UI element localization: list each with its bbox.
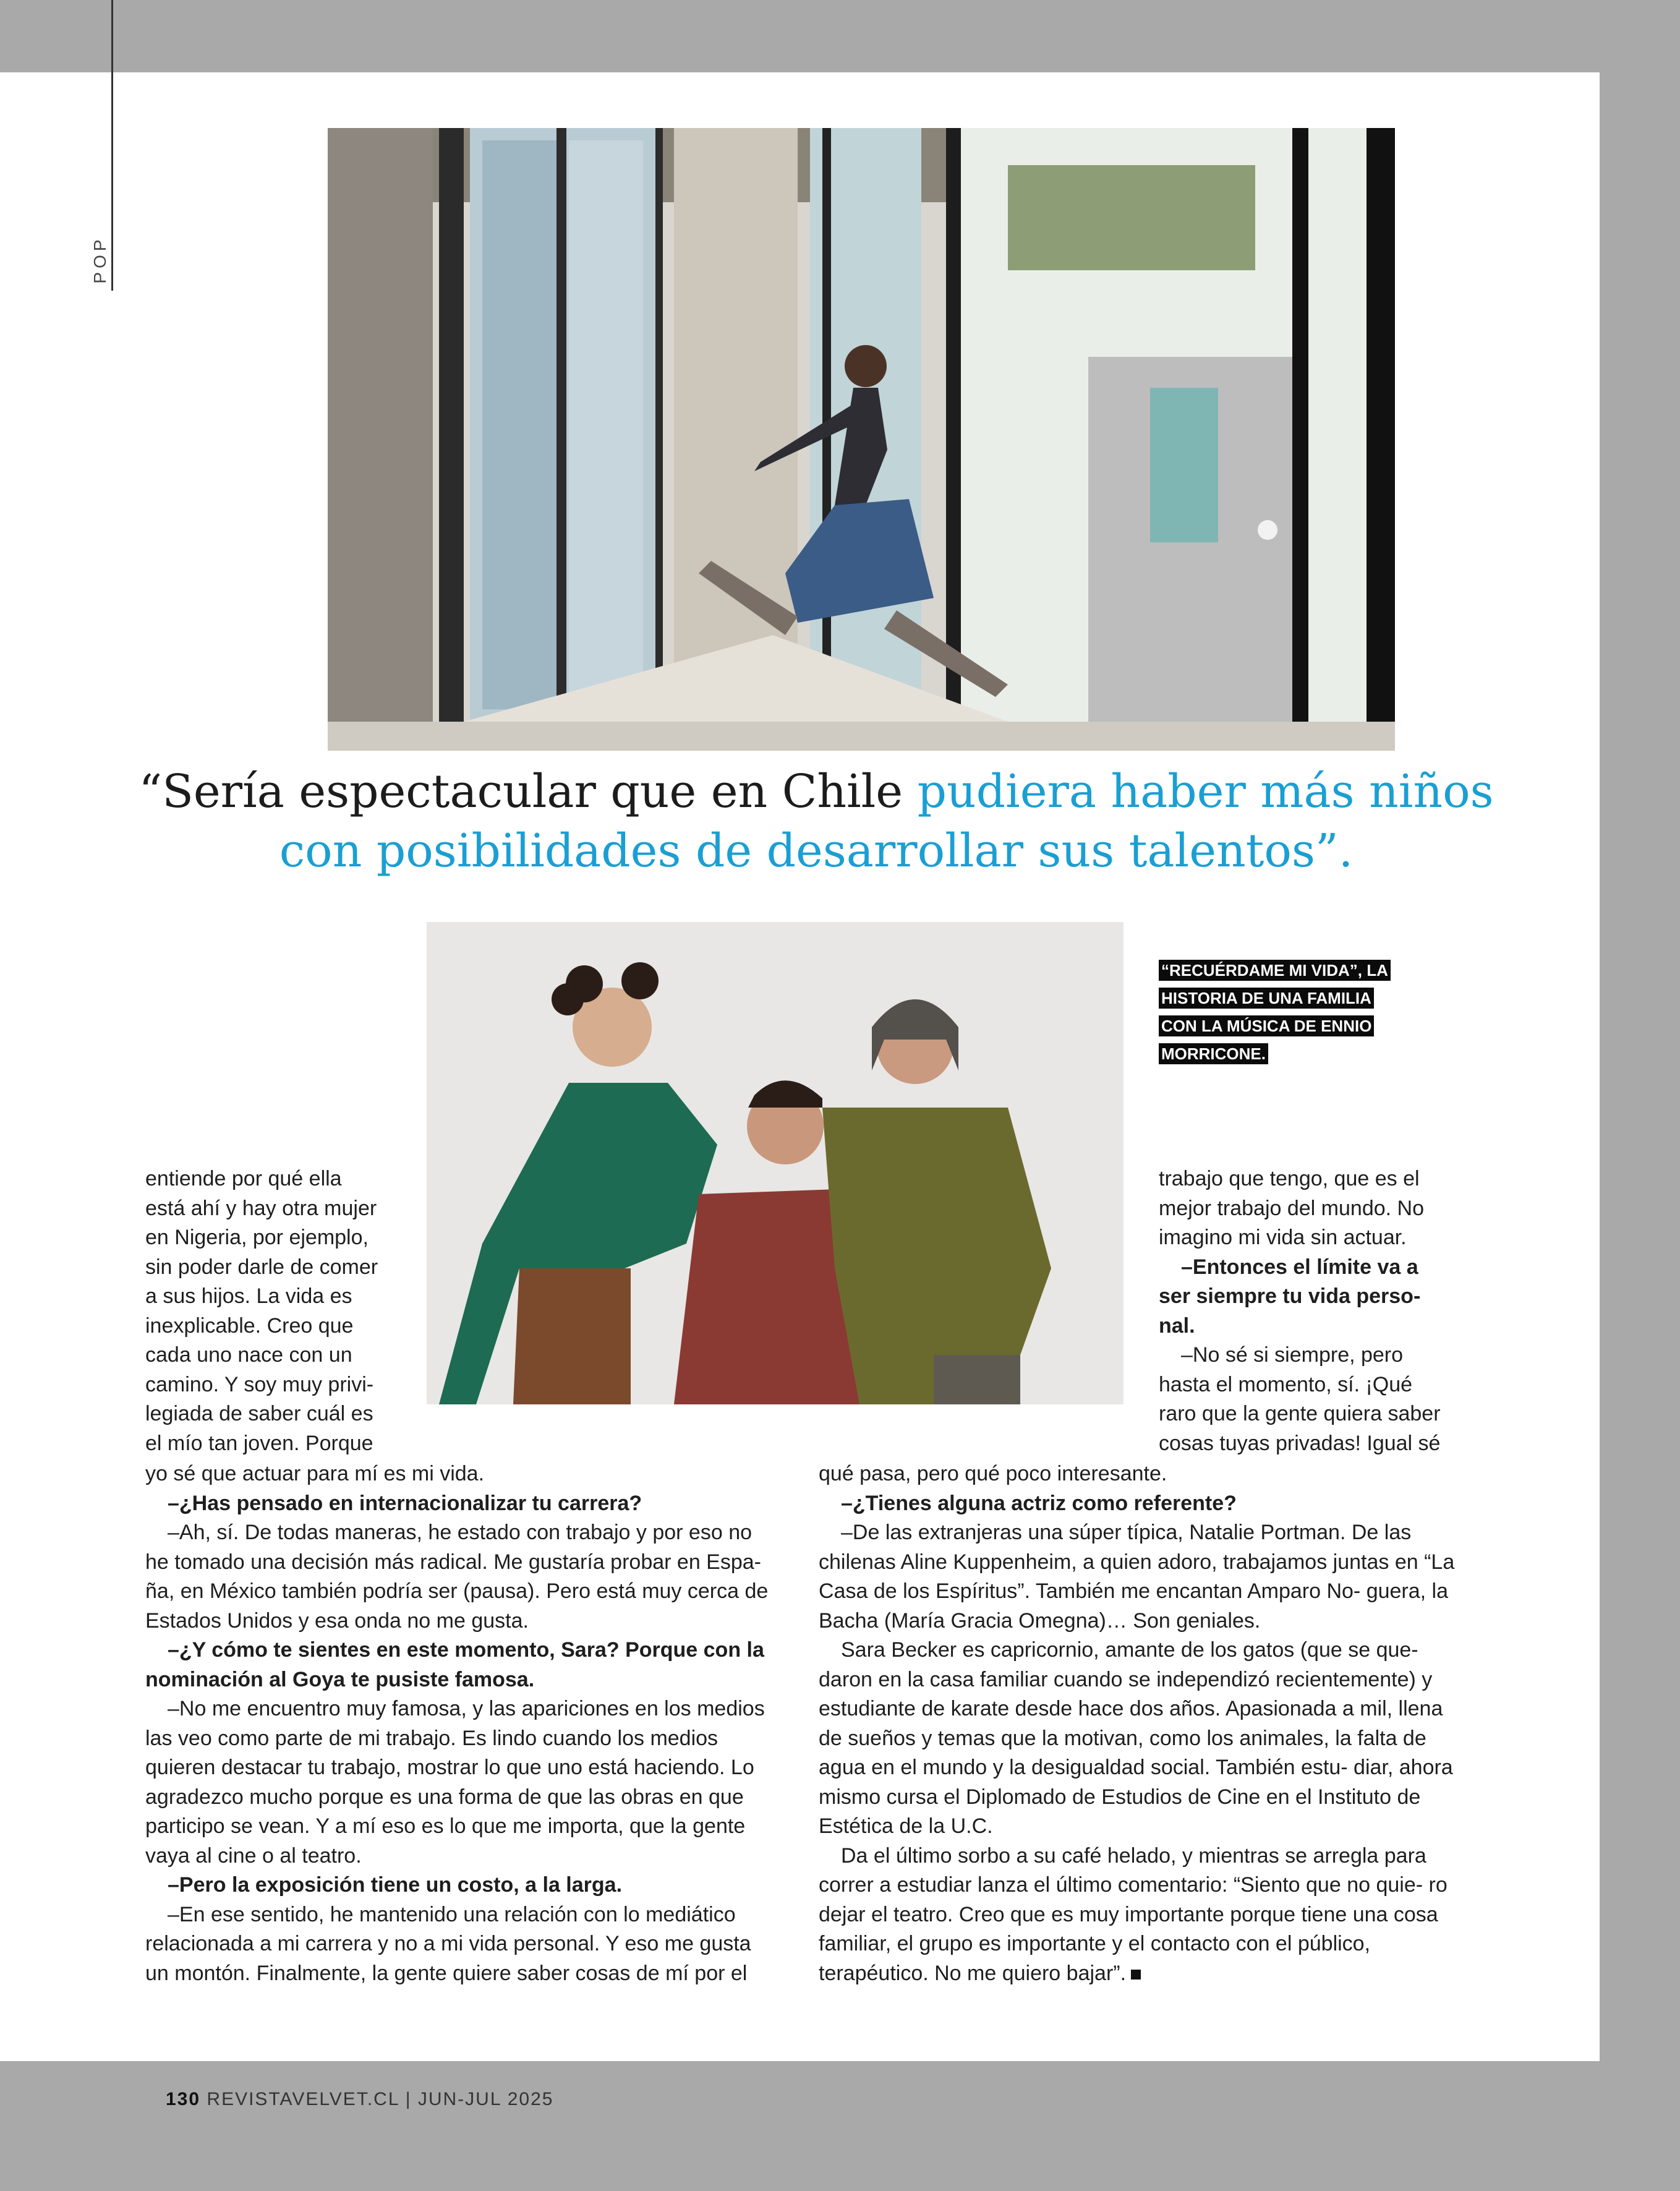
interview-question: –Pero la exposición tiene un costo, a la larga. bbox=[168, 1873, 623, 1897]
text-line: sin poder darle de comer bbox=[145, 1255, 378, 1279]
interview-answer: –En ese sentido, he mantenido una relación con lo mediático relacionada a mi carrera y no a mi vida personal. Y eso me gusta un montón. Finalmente, la gente quiere saber cosas de mí por el bbox=[145, 1902, 751, 1985]
body-text-wrap-right bbox=[1159, 1164, 1456, 1458]
text-line: hasta el momento, sí. ¡Qué bbox=[1159, 1372, 1413, 1396]
interview-question: –¿Y cómo te sientes en este momento, Sara? Porque con la nominación al Goya te pusiste famosa. bbox=[145, 1638, 764, 1691]
interview-question: –¿Has pensado en internacionalizar tu carrera? bbox=[168, 1491, 642, 1515]
text-line: entiende por qué ella bbox=[145, 1167, 342, 1190]
text-line: está ahí y hay otra mujer bbox=[145, 1196, 377, 1220]
paragraph-final bbox=[819, 1842, 1456, 1989]
caption-line: “RECUÉRDAME MI VIDA”, LA bbox=[1159, 960, 1391, 981]
text-line: raro que la gente quiera saber bbox=[1159, 1402, 1441, 1425]
text-line: a sus hijos. La vida es bbox=[145, 1284, 352, 1308]
section-label: POP bbox=[90, 236, 109, 284]
caption-line: CON LA MÚSICA DE ENNIO bbox=[1159, 1015, 1374, 1036]
caption-line: MORRICONE. bbox=[1159, 1043, 1268, 1064]
page-footer bbox=[166, 2089, 553, 2110]
text-line: en Nigeria, por ejemplo, bbox=[145, 1226, 369, 1249]
text-line: legiada de saber cuál es bbox=[145, 1402, 373, 1425]
dancer-photo bbox=[328, 128, 1395, 751]
paragraph: yo sé que actuar para mí es mi vida. bbox=[145, 1462, 485, 1485]
end-mark-icon bbox=[1131, 1970, 1141, 1980]
body-column-left bbox=[145, 1459, 779, 1988]
text-line: el mío tan joven. Porque bbox=[145, 1431, 373, 1455]
text-line: camino. Y soy muy privi- bbox=[145, 1372, 374, 1396]
publication-info: REVISTAVELVET.CL | JUN-JUL 2025 bbox=[207, 2089, 554, 2109]
interview-answer: –No me encuentro muy famosa, y las apariciones en los medios las veo como parte de mi trabajo. Es lindo cuando los medios quieren destacar tu trabajo, mostrar lo que uno está haciendo. Lo agradezco mucho porque es una forma de que las obras en que participo se vean. Y a mí eso es lo que me importa, que la gente vaya al cine o al teatro. bbox=[145, 1697, 765, 1868]
paragraph: qué pasa, pero qué poco interesante. bbox=[819, 1462, 1167, 1485]
interview-question: –Entonces el límite va a ser siempre tu vida perso- nal. bbox=[1159, 1255, 1421, 1338]
text-line: mejor trabajo del mundo. No bbox=[1159, 1196, 1425, 1220]
pull-quote bbox=[99, 762, 1533, 881]
text-line: inexplicable. Creo que bbox=[145, 1313, 354, 1338]
cast-photo bbox=[427, 922, 1124, 1404]
pull-quote-highlight: pudiera haber más niños con posibilidades de desarrollar sus talentos”. bbox=[279, 765, 1494, 878]
paragraph-final-text: Da el último sorbo a su café helado, y mientras se arregla para correr a estudiar lanza el último comentario: “Siento que no quie- ro dejar el teatro. Creo que es muy importante porque tiene una cosa familiar, el grupo es importante y el contacto con el público, terapéutico. No me quiero bajar”. bbox=[819, 1843, 1448, 1985]
paragraph: Sara Becker es capricornio, amante de los gatos (que se que- daron en la casa familiar cuando se independizó recientemente) y estudiante de karate desde hace dos años. Apasionada a mil, llena de sueños y temas que la motivan, como los animales, la falta de agua en el mundo y la desigualdad social. También estu- diar, ahora mismo cursa el Diplomado de Estudios de Cine en el Instituto de Estética de la U.C. bbox=[819, 1638, 1453, 1838]
text-line: –No sé si siempre, pero bbox=[1181, 1343, 1404, 1367]
body-column-right bbox=[819, 1459, 1456, 1988]
text-line: cosas tuyas privadas! Igual sé bbox=[1159, 1431, 1441, 1455]
text-line: imagino mi vida sin actuar. bbox=[1159, 1226, 1407, 1249]
body-text-wrap-left bbox=[145, 1164, 386, 1458]
pull-quote-lead: “Sería espectacular que en Chile bbox=[139, 765, 918, 818]
page-number: 130 bbox=[166, 2089, 201, 2109]
interview-question: –¿Tienes alguna actriz como referente? bbox=[841, 1491, 1237, 1515]
caption-line: HISTORIA DE UNA FAMILIA bbox=[1159, 988, 1374, 1009]
text-line: trabajo que tengo, que es el bbox=[1159, 1167, 1420, 1190]
interview-answer: –Ah, sí. De todas maneras, he estado con trabajo y por eso no he tomado una decisión más radical. Me gustaría probar en Espa- ña, en México también podría ser (pausa). Pero está muy cerca de Estados Unidos y esa onda no me gusta. bbox=[145, 1521, 769, 1633]
interview-answer: –De las extranjeras una súper típica, Natalie Portman. De las chilenas Aline Kuppenheim, a quien adoro, trabajamos juntas en “La Casa de los Espíritus”. También me encantan Amparo No- guera, la Bacha (María Gracia Omegna)… Son geniales. bbox=[819, 1521, 1455, 1633]
photo-caption bbox=[1159, 957, 1418, 1068]
text-line: cada uno nace con un bbox=[145, 1343, 352, 1367]
